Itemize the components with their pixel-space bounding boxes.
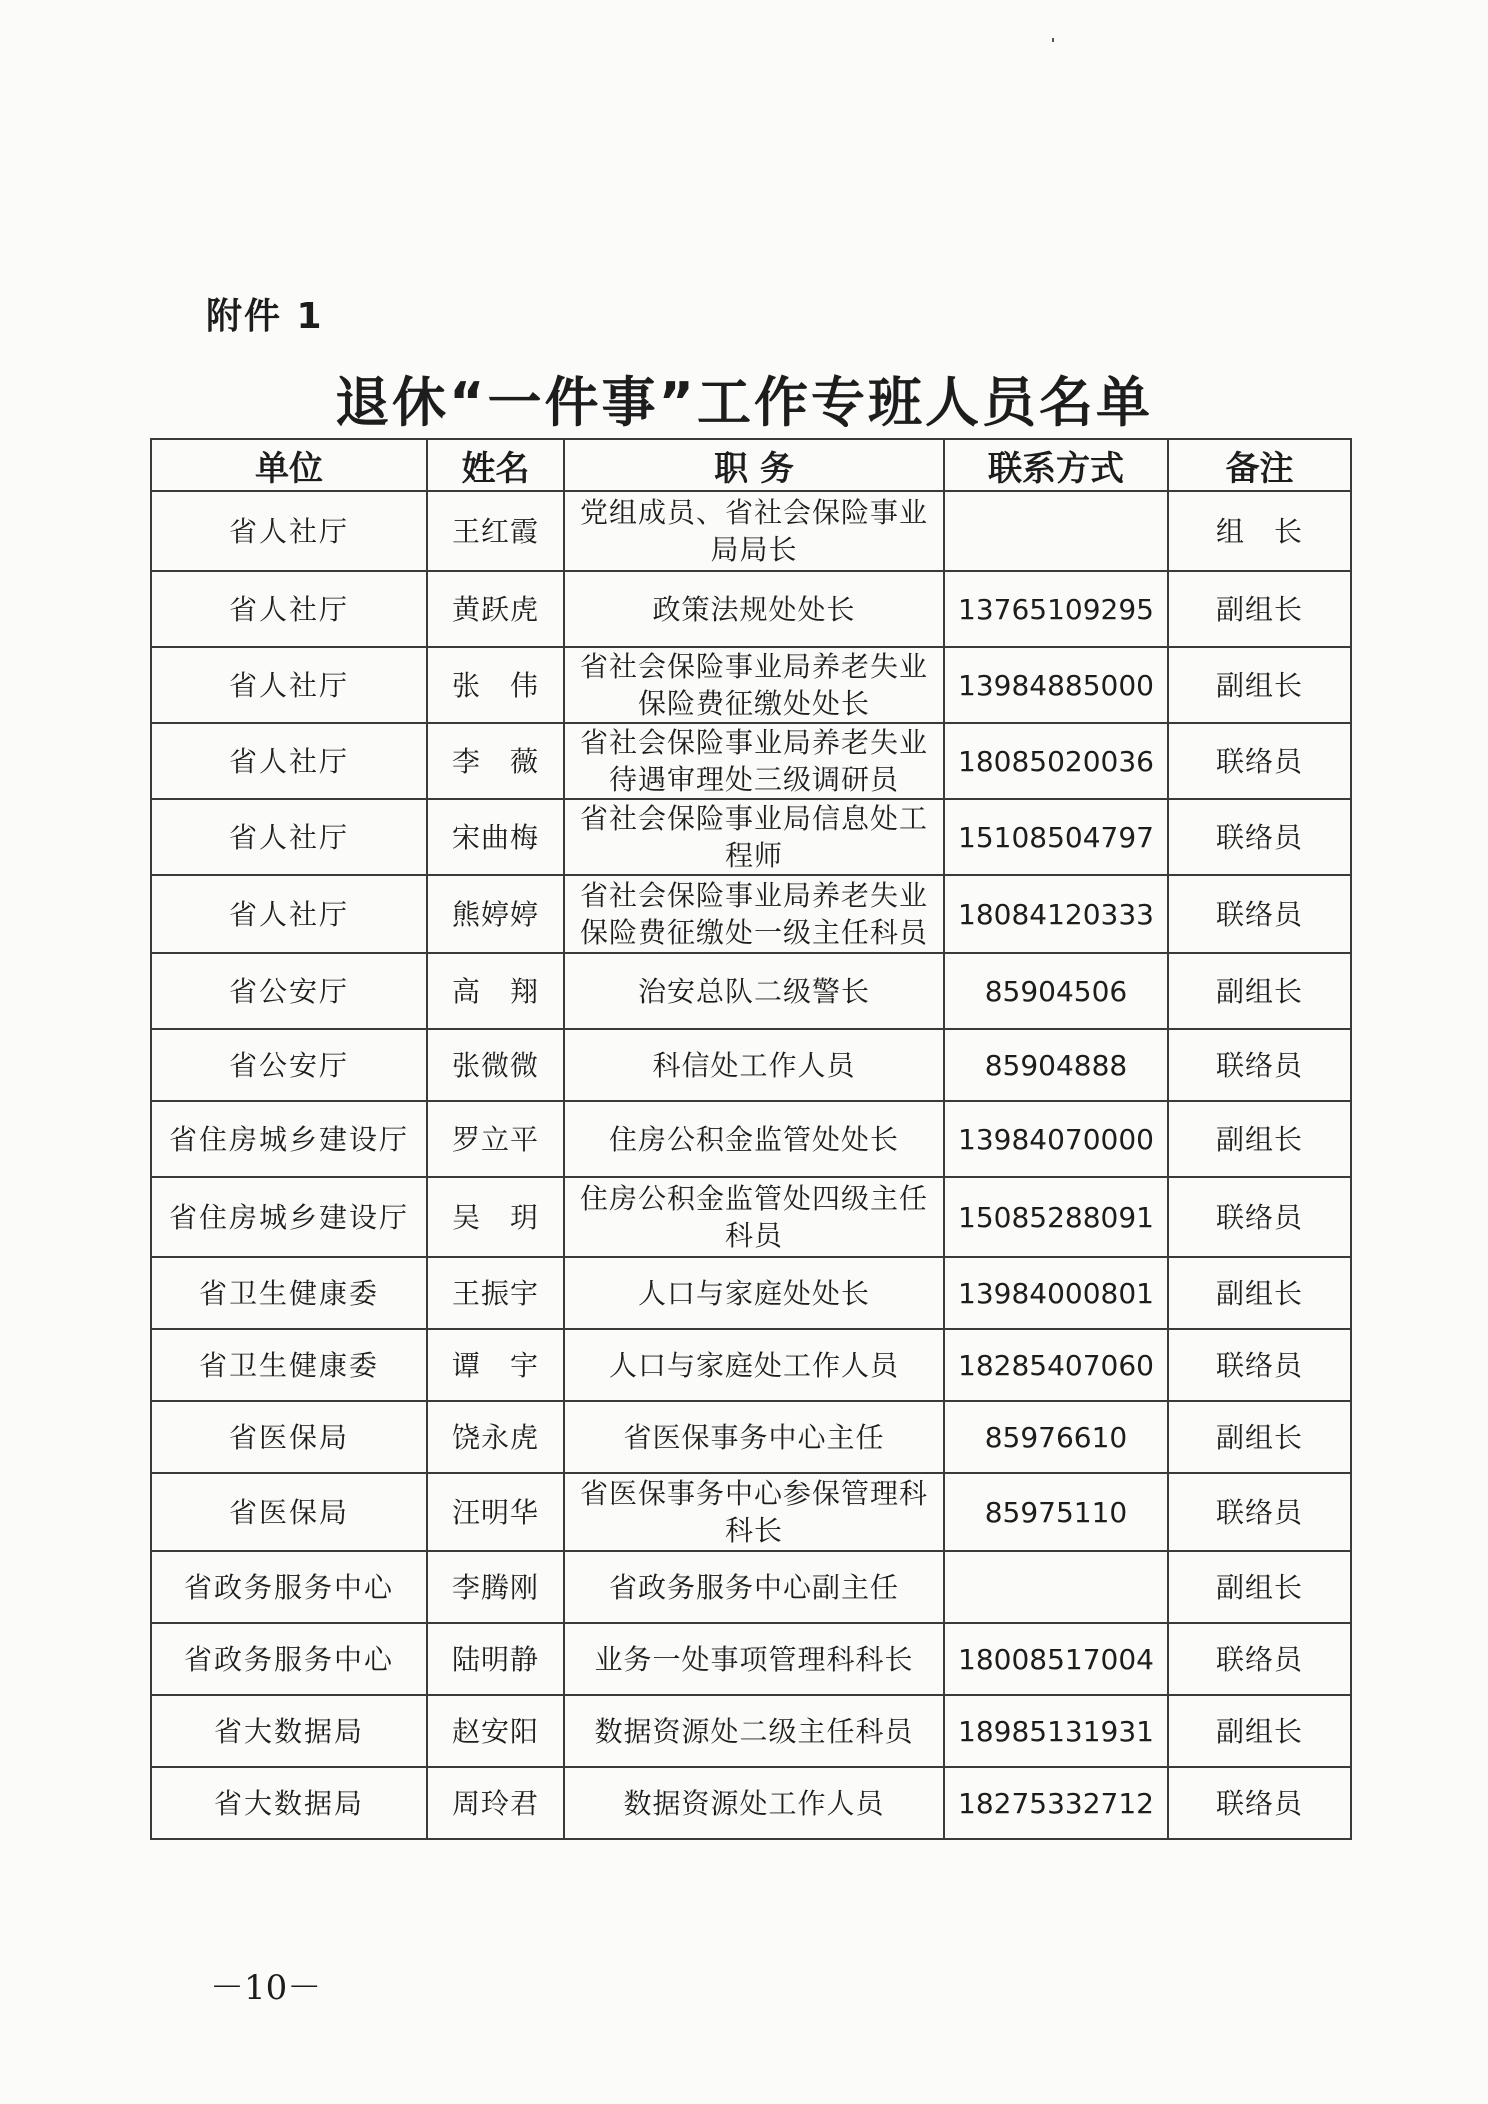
cell-phone: 15085288091 <box>944 1177 1168 1257</box>
cell-duty: 省政务服务中心副主任 <box>564 1551 944 1623</box>
table-row <box>151 1623 1351 1695</box>
cell-name: 李 薇 <box>427 723 564 799</box>
document-title: 退休“一件事”工作专班人员名单 <box>335 371 1153 434</box>
cell-phone: 18085020036 <box>944 723 1168 799</box>
table-row <box>151 1101 1351 1177</box>
cell-unit: 省公安厅 <box>151 1029 427 1101</box>
cell-duty: 人口与家庭处处长 <box>564 1257 944 1329</box>
cell-unit: 省人社厅 <box>151 723 427 799</box>
cell-remark: 副组长 <box>1168 571 1351 647</box>
attachment-label: 附件 1 <box>206 296 324 337</box>
scan-speck <box>1052 38 1054 42</box>
cell-name: 王振宇 <box>427 1257 564 1329</box>
cell-remark: 副组长 <box>1168 1257 1351 1329</box>
cell-phone: 18985131931 <box>944 1695 1168 1767</box>
cell-duty: 省社会保险事业局养老失业待遇审理处三级调研员 <box>564 723 944 799</box>
cell-duty: 住房公积金监管处处长 <box>564 1101 944 1177</box>
header-duty: 职 务 <box>564 439 944 491</box>
cell-phone: 18084120333 <box>944 875 1168 953</box>
cell-remark: 副组长 <box>1168 1551 1351 1623</box>
cell-duty: 省医保事务中心主任 <box>564 1401 944 1473</box>
cell-name: 熊婷婷 <box>427 875 564 953</box>
cell-duty: 省医保事务中心参保管理科科长 <box>564 1473 944 1551</box>
cell-phone: 18008517004 <box>944 1623 1168 1695</box>
cell-name: 李腾刚 <box>427 1551 564 1623</box>
cell-phone: 85976610 <box>944 1401 1168 1473</box>
cell-phone <box>944 1551 1168 1623</box>
cell-phone: 85904506 <box>944 953 1168 1029</box>
table-row <box>151 1257 1351 1329</box>
cell-unit: 省人社厅 <box>151 799 427 875</box>
cell-name: 汪明华 <box>427 1473 564 1551</box>
cell-phone: 85904888 <box>944 1029 1168 1101</box>
cell-duty: 党组成员、省社会保险事业局局长 <box>564 491 944 571</box>
header-phone: 联系方式 <box>944 439 1168 491</box>
cell-remark: 副组长 <box>1168 1101 1351 1177</box>
table-header-row <box>151 439 1351 491</box>
cell-remark: 组 长 <box>1168 491 1351 571</box>
cell-name: 吴 玥 <box>427 1177 564 1257</box>
table-row <box>151 875 1351 953</box>
cell-name: 饶永虎 <box>427 1401 564 1473</box>
cell-unit: 省医保局 <box>151 1473 427 1551</box>
cell-unit: 省卫生健康委 <box>151 1257 427 1329</box>
cell-name: 张微微 <box>427 1029 564 1101</box>
cell-duty: 治安总队二级警长 <box>564 953 944 1029</box>
cell-remark: 副组长 <box>1168 647 1351 723</box>
cell-name: 陆明静 <box>427 1623 564 1695</box>
cell-duty: 住房公积金监管处四级主任科员 <box>564 1177 944 1257</box>
cell-unit: 省住房城乡建设厅 <box>151 1177 427 1257</box>
cell-unit: 省人社厅 <box>151 571 427 647</box>
cell-name: 谭 宇 <box>427 1329 564 1401</box>
cell-phone: 18285407060 <box>944 1329 1168 1401</box>
cell-unit: 省卫生健康委 <box>151 1329 427 1401</box>
table-row <box>151 571 1351 647</box>
roster-table <box>150 438 1352 1840</box>
table-row <box>151 1473 1351 1551</box>
cell-phone: 13765109295 <box>944 571 1168 647</box>
cell-duty: 省社会保险事业局信息处工程师 <box>564 799 944 875</box>
cell-name: 罗立平 <box>427 1101 564 1177</box>
cell-duty: 省社会保险事业局养老失业保险费征缴处处长 <box>564 647 944 723</box>
cell-phone: 15108504797 <box>944 799 1168 875</box>
cell-name: 高 翔 <box>427 953 564 1029</box>
cell-unit: 省医保局 <box>151 1401 427 1473</box>
cell-phone: 13984070000 <box>944 1101 1168 1177</box>
table-row <box>151 1401 1351 1473</box>
table-row <box>151 953 1351 1029</box>
cell-duty: 数据资源处工作人员 <box>564 1767 944 1839</box>
cell-unit: 省住房城乡建设厅 <box>151 1101 427 1177</box>
cell-remark: 副组长 <box>1168 1401 1351 1473</box>
cell-unit: 省大数据局 <box>151 1695 427 1767</box>
table-row <box>151 1029 1351 1101</box>
table-row <box>151 1695 1351 1767</box>
cell-name: 黄跃虎 <box>427 571 564 647</box>
table-row <box>151 491 1351 571</box>
cell-duty: 科信处工作人员 <box>564 1029 944 1101</box>
header-remark: 备注 <box>1168 439 1351 491</box>
cell-name: 赵安阳 <box>427 1695 564 1767</box>
cell-phone <box>944 491 1168 571</box>
cell-duty: 人口与家庭处工作人员 <box>564 1329 944 1401</box>
cell-unit: 省政务服务中心 <box>151 1623 427 1695</box>
cell-name: 张 伟 <box>427 647 564 723</box>
cell-phone: 18275332712 <box>944 1767 1168 1839</box>
cell-unit: 省人社厅 <box>151 491 427 571</box>
cell-phone: 85975110 <box>944 1473 1168 1551</box>
table-row <box>151 1177 1351 1257</box>
cell-name: 周玲君 <box>427 1767 564 1839</box>
cell-remark: 联络员 <box>1168 1623 1351 1695</box>
cell-remark: 联络员 <box>1168 723 1351 799</box>
header-unit: 单位 <box>151 439 427 491</box>
cell-phone: 13984000801 <box>944 1257 1168 1329</box>
cell-remark: 联络员 <box>1168 1177 1351 1257</box>
page-number: －10－ <box>210 1968 322 2008</box>
cell-remark: 联络员 <box>1168 799 1351 875</box>
cell-phone: 13984885000 <box>944 647 1168 723</box>
cell-unit: 省政务服务中心 <box>151 1551 427 1623</box>
cell-name: 宋曲梅 <box>427 799 564 875</box>
table-row <box>151 723 1351 799</box>
table-row <box>151 1329 1351 1401</box>
cell-duty: 省社会保险事业局养老失业保险费征缴处一级主任科员 <box>564 875 944 953</box>
cell-duty: 政策法规处处长 <box>564 571 944 647</box>
cell-remark: 联络员 <box>1168 1473 1351 1551</box>
table-row <box>151 1551 1351 1623</box>
cell-unit: 省大数据局 <box>151 1767 427 1839</box>
cell-remark: 联络员 <box>1168 1029 1351 1101</box>
table-row <box>151 1767 1351 1839</box>
table-row <box>151 799 1351 875</box>
cell-remark: 联络员 <box>1168 1329 1351 1401</box>
cell-remark: 联络员 <box>1168 875 1351 953</box>
cell-duty: 数据资源处二级主任科员 <box>564 1695 944 1767</box>
cell-remark: 副组长 <box>1168 953 1351 1029</box>
cell-remark: 副组长 <box>1168 1695 1351 1767</box>
table-row <box>151 647 1351 723</box>
cell-name: 王红霞 <box>427 491 564 571</box>
cell-unit: 省人社厅 <box>151 875 427 953</box>
cell-duty: 业务一处事项管理科科长 <box>564 1623 944 1695</box>
header-name: 姓名 <box>427 439 564 491</box>
cell-remark: 联络员 <box>1168 1767 1351 1839</box>
cell-unit: 省公安厅 <box>151 953 427 1029</box>
cell-unit: 省人社厅 <box>151 647 427 723</box>
